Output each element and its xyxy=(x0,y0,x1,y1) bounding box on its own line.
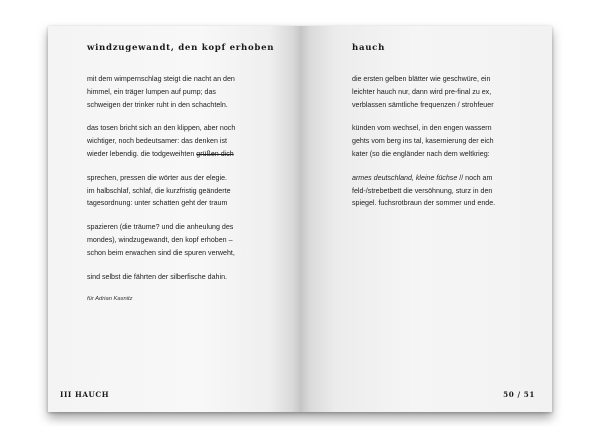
right-page xyxy=(300,26,552,412)
stanza xyxy=(87,73,292,111)
dedication: für Adrian Kasnitz xyxy=(87,296,133,302)
poem-line: wichtiger, noch bedeutsamer: das denken ist xyxy=(87,137,227,146)
poem-line: schweigen der trinker ruht in den schachteln. xyxy=(87,100,228,109)
poem-line: tagesordnung: unter schatten geht der traum xyxy=(87,199,228,208)
poem-line: sprechen, pressen die wörter aus der elegie. xyxy=(87,173,227,182)
poem-line: himmel, ein träger lumpen auf pump; das xyxy=(87,87,216,96)
stanza xyxy=(87,221,292,259)
poem-line: mondes), windzugewandt, den kopf erhoben – xyxy=(87,235,233,244)
poem-line: gehts vom berg ins tal, kasernierung der eich xyxy=(352,137,494,146)
poem-line: schon beim erwachen sind die spuren verweht, xyxy=(87,248,235,257)
poem-line: feld-/strebetbett die versöhnung, sturz in den xyxy=(352,186,493,195)
left-poem xyxy=(87,73,292,294)
poem-line-with-italic xyxy=(352,172,542,185)
stanza xyxy=(87,122,292,160)
poem-line-with-strike xyxy=(87,148,292,161)
left-page-title: windzugewandt, den kopf erhoben xyxy=(87,43,275,53)
poem-line-text: wieder lebendig. die todgeweihten xyxy=(87,149,197,158)
stanza xyxy=(352,122,542,160)
poem-line: im halbschlaf, schlaf, die kurzfristig geänderte xyxy=(87,186,231,195)
stanza xyxy=(352,73,542,111)
poem-line: verblassen sämtliche frequenzen / strohfeuer xyxy=(352,100,494,109)
left-page xyxy=(48,26,300,412)
right-page-title: hauch xyxy=(352,43,386,53)
struck-words: grüßen dich xyxy=(196,149,234,158)
stanza xyxy=(87,172,292,210)
poem-line: spazieren (die träume? und die anheulung des xyxy=(87,223,234,232)
poem-line: künden vom wechsel, in den engen wassern xyxy=(352,124,492,133)
poem-line: das tosen bricht sich an den klippen, aber noch xyxy=(87,124,236,133)
poem-line: mit dem wimpernschlag steigt die nacht an den xyxy=(87,75,235,83)
poem-line: spiegel. fuchsrotbraun der sommer und ende. xyxy=(352,199,496,208)
poem-line: kater (so die engländer nach dem weltkrieg: xyxy=(352,149,490,158)
stanza xyxy=(87,271,292,284)
open-book xyxy=(48,26,552,412)
poem-line-text: // noch am xyxy=(457,173,493,182)
poem-line: die ersten gelben blätter wie geschwüre, ein xyxy=(352,75,491,83)
stanza xyxy=(352,172,542,210)
italic-phrase: armes deutschland, kleine füchse xyxy=(352,173,458,182)
poem-line: sind selbst die fährten der silberfische dahin. xyxy=(87,272,227,281)
poem-line: leichter hauch nur, dann wird pre-final zu ex, xyxy=(352,87,492,96)
running-footer: III HAUCH xyxy=(60,390,110,399)
page-numbers: 50 / 51 xyxy=(503,390,535,399)
right-poem xyxy=(352,73,542,221)
